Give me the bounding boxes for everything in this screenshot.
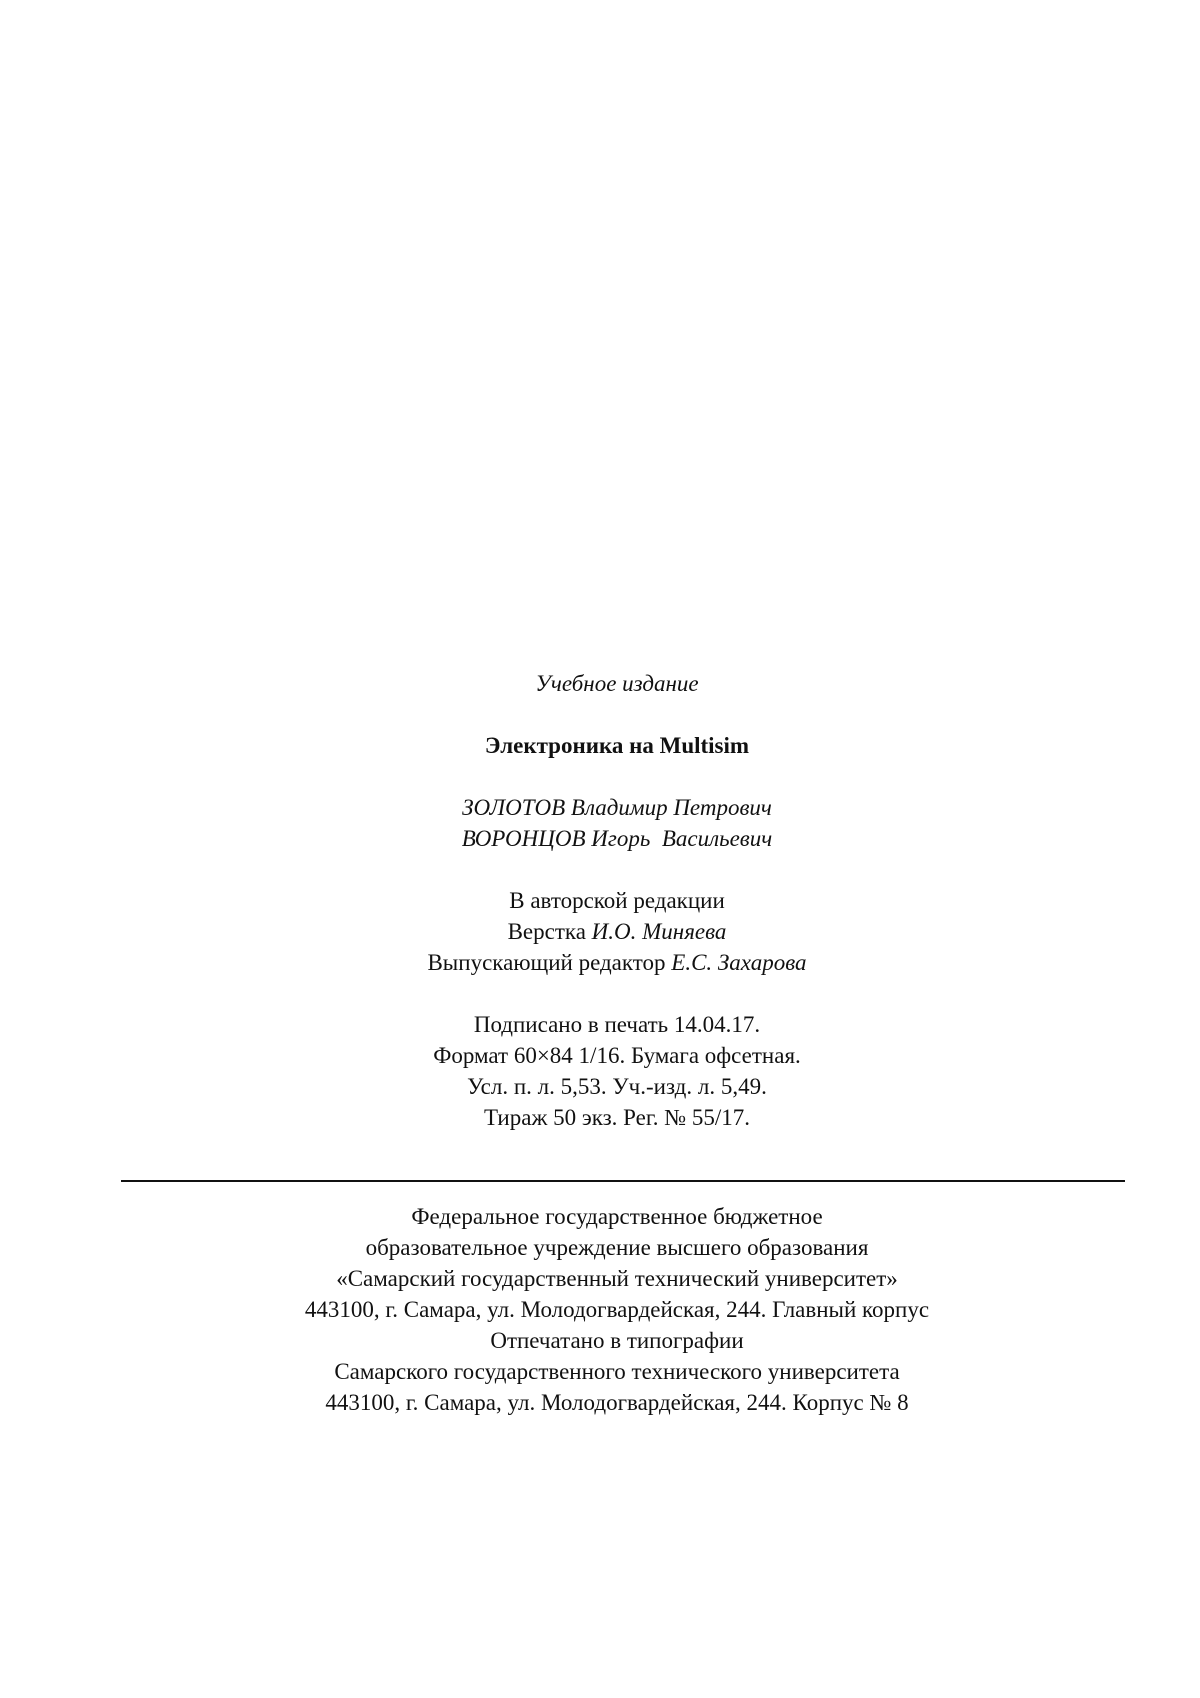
author-2 [0,824,1200,854]
publisher-line: 443100, г. Самара, ул. Молодогвардейская, 244. Главный корпус [304,1297,930,1322]
author-1 [0,793,1200,823]
editor-credit [0,948,1200,978]
publisher-line: Федеральное государственное бюджетное [411,1204,823,1229]
author-1-name: Владимир Петрович [570,795,772,820]
author-2-surname: ВОРОНЦОВ [461,826,586,851]
author-1-surname: ЗОЛОТОВ [462,795,566,820]
layout-person: И.О. Миняева [591,919,727,944]
publisher-line: «Самарский государственный технический университет» [336,1266,898,1291]
print-info-line: Тираж 50 экз. Рег. № 55/17. [483,1105,751,1130]
publisher-line: Самарского государственного технического университета [334,1359,900,1384]
publisher-line: 443100, г. Самара, ул. Молодогвардейская, 244. Корпус № 8 [325,1390,909,1415]
divider-rule [121,1180,1125,1182]
editorial-note: В авторской редакции [509,888,725,913]
editor-person: Е.С. Захарова [671,950,807,975]
book-title: Электроника на Multisim [484,733,750,758]
print-info-line: Подписано в печать 14.04.17. [473,1012,761,1037]
editor-label: Выпускающий редактор [427,950,666,975]
print-info-line: Формат 60×84 1/16. Бумага офсетная. [433,1043,801,1068]
print-info-line: Усл. п. л. 5,53. Уч.-изд. л. 5,49. [467,1074,767,1099]
layout-credit [0,917,1200,947]
edition-type: Учебное издание [535,671,699,696]
author-2-name: Игорь Васильевич [591,826,773,851]
publisher-line: образовательное учреждение высшего образования [365,1235,869,1260]
publisher-line: Отпечатано в типографии [490,1328,744,1353]
layout-label: Верстка [507,919,586,944]
